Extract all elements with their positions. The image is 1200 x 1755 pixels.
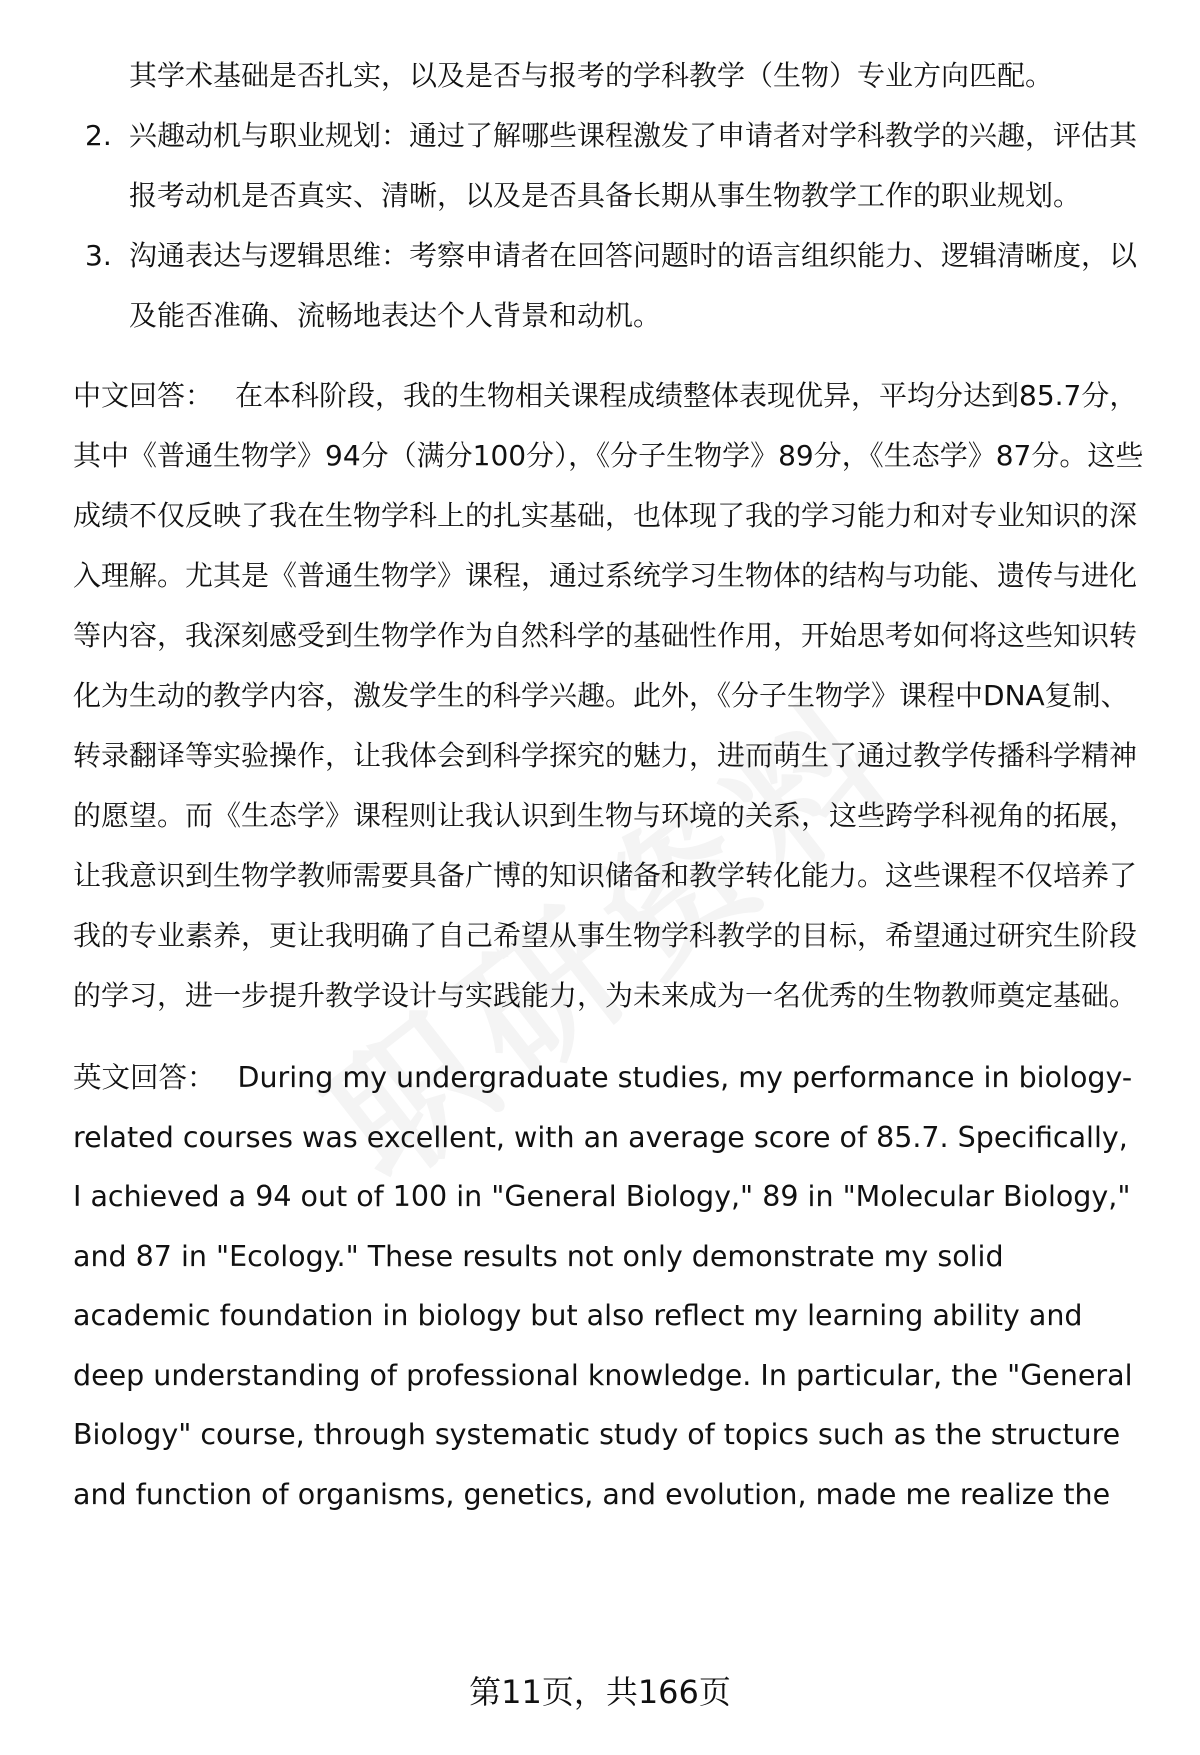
criteria-item [73,106,1145,226]
page-number: 第11页，共166页 [469,1673,731,1711]
chinese-answer-label: 中文回答： [73,379,214,412]
english-answer-text: During my undergraduate studies, my performance in biology-related courses was excellent, with an average score of 85.7. Specifically, I achieved a 94 out of 100 in "General Biology," 89 in "Molecular Biology," and 87 in "Ecology." These results not only demonstrate my solid academic foundation in biology but also reflect my learning ability and deep understanding of professional knowledge. In particular, the "General Biology" course, through systematic study of topics such as the structure and function of organisms, genetics, and evolution, made me realize the [73,1061,1133,1511]
english-answer [73,1048,1145,1524]
page-footer [0,1672,1200,1712]
intro-continuation: 其学术基础是否扎实，以及是否与报考的学科教学（生物）专业方向匹配。 [129,59,1054,92]
chinese-answer [73,366,1145,1026]
english-answer-label: 英文回答： [73,1061,216,1094]
criteria-number: 3. [85,239,112,272]
criteria-item [73,226,1145,346]
criteria-text: 兴趣动机与职业规划：通过了解哪些课程激发了申请者对学科教学的兴趣，评估其报考动机是否真实、清晰，以及是否具备长期从事生物教学工作的职业规划。 [129,119,1138,212]
criteria-number: 2. [85,119,112,152]
evaluation-criteria-list [73,106,1145,346]
criteria-text: 沟通表达与逻辑思维：考察申请者在回答问题时的语言组织能力、逻辑清晰度，以及能否准确、流畅地表达个人背景和动机。 [129,239,1138,332]
chinese-answer-text: 在本科阶段，我的生物相关课程成绩整体表现优异，平均分达到85.7分，其中《普通生物学》94分（满分100分），《分子生物学》89分，《生态学》87分。这些成绩不仅反映了我在生物学科上的扎实基础，也体现了我的学习能力和对专业知识的深入理解。尤其是《普通生物学》课程，通过系统学习生物体的结构与功能、遗传与进化等内容，我深刻感受到生物学作为自然科学的基础性作用，开始思考如何将这些知识转化为生动的教学内容，激发学生的科学兴趣。此外，《分子生物学》课程中DNA复制、转录翻译等实验操作，让我体会到科学探究的魅力，进而萌生了通过教学传播科学精神的愿望。而《生态学》课程则让我认识到生物与环境的关系，这些跨学科视角的拓展，让我意识到生物学教师需要具备广博的知识储备和教学转化能力。这些课程不仅培养了我的专业素养，更让我明确了自己希望从事生物学科教学的目标，希望通过研究生阶段的学习，进一步提升教学设计与实践能力，为未来成为一名优秀的生物教师奠定基础。 [73,379,1144,1012]
page-content [73,46,1145,1524]
